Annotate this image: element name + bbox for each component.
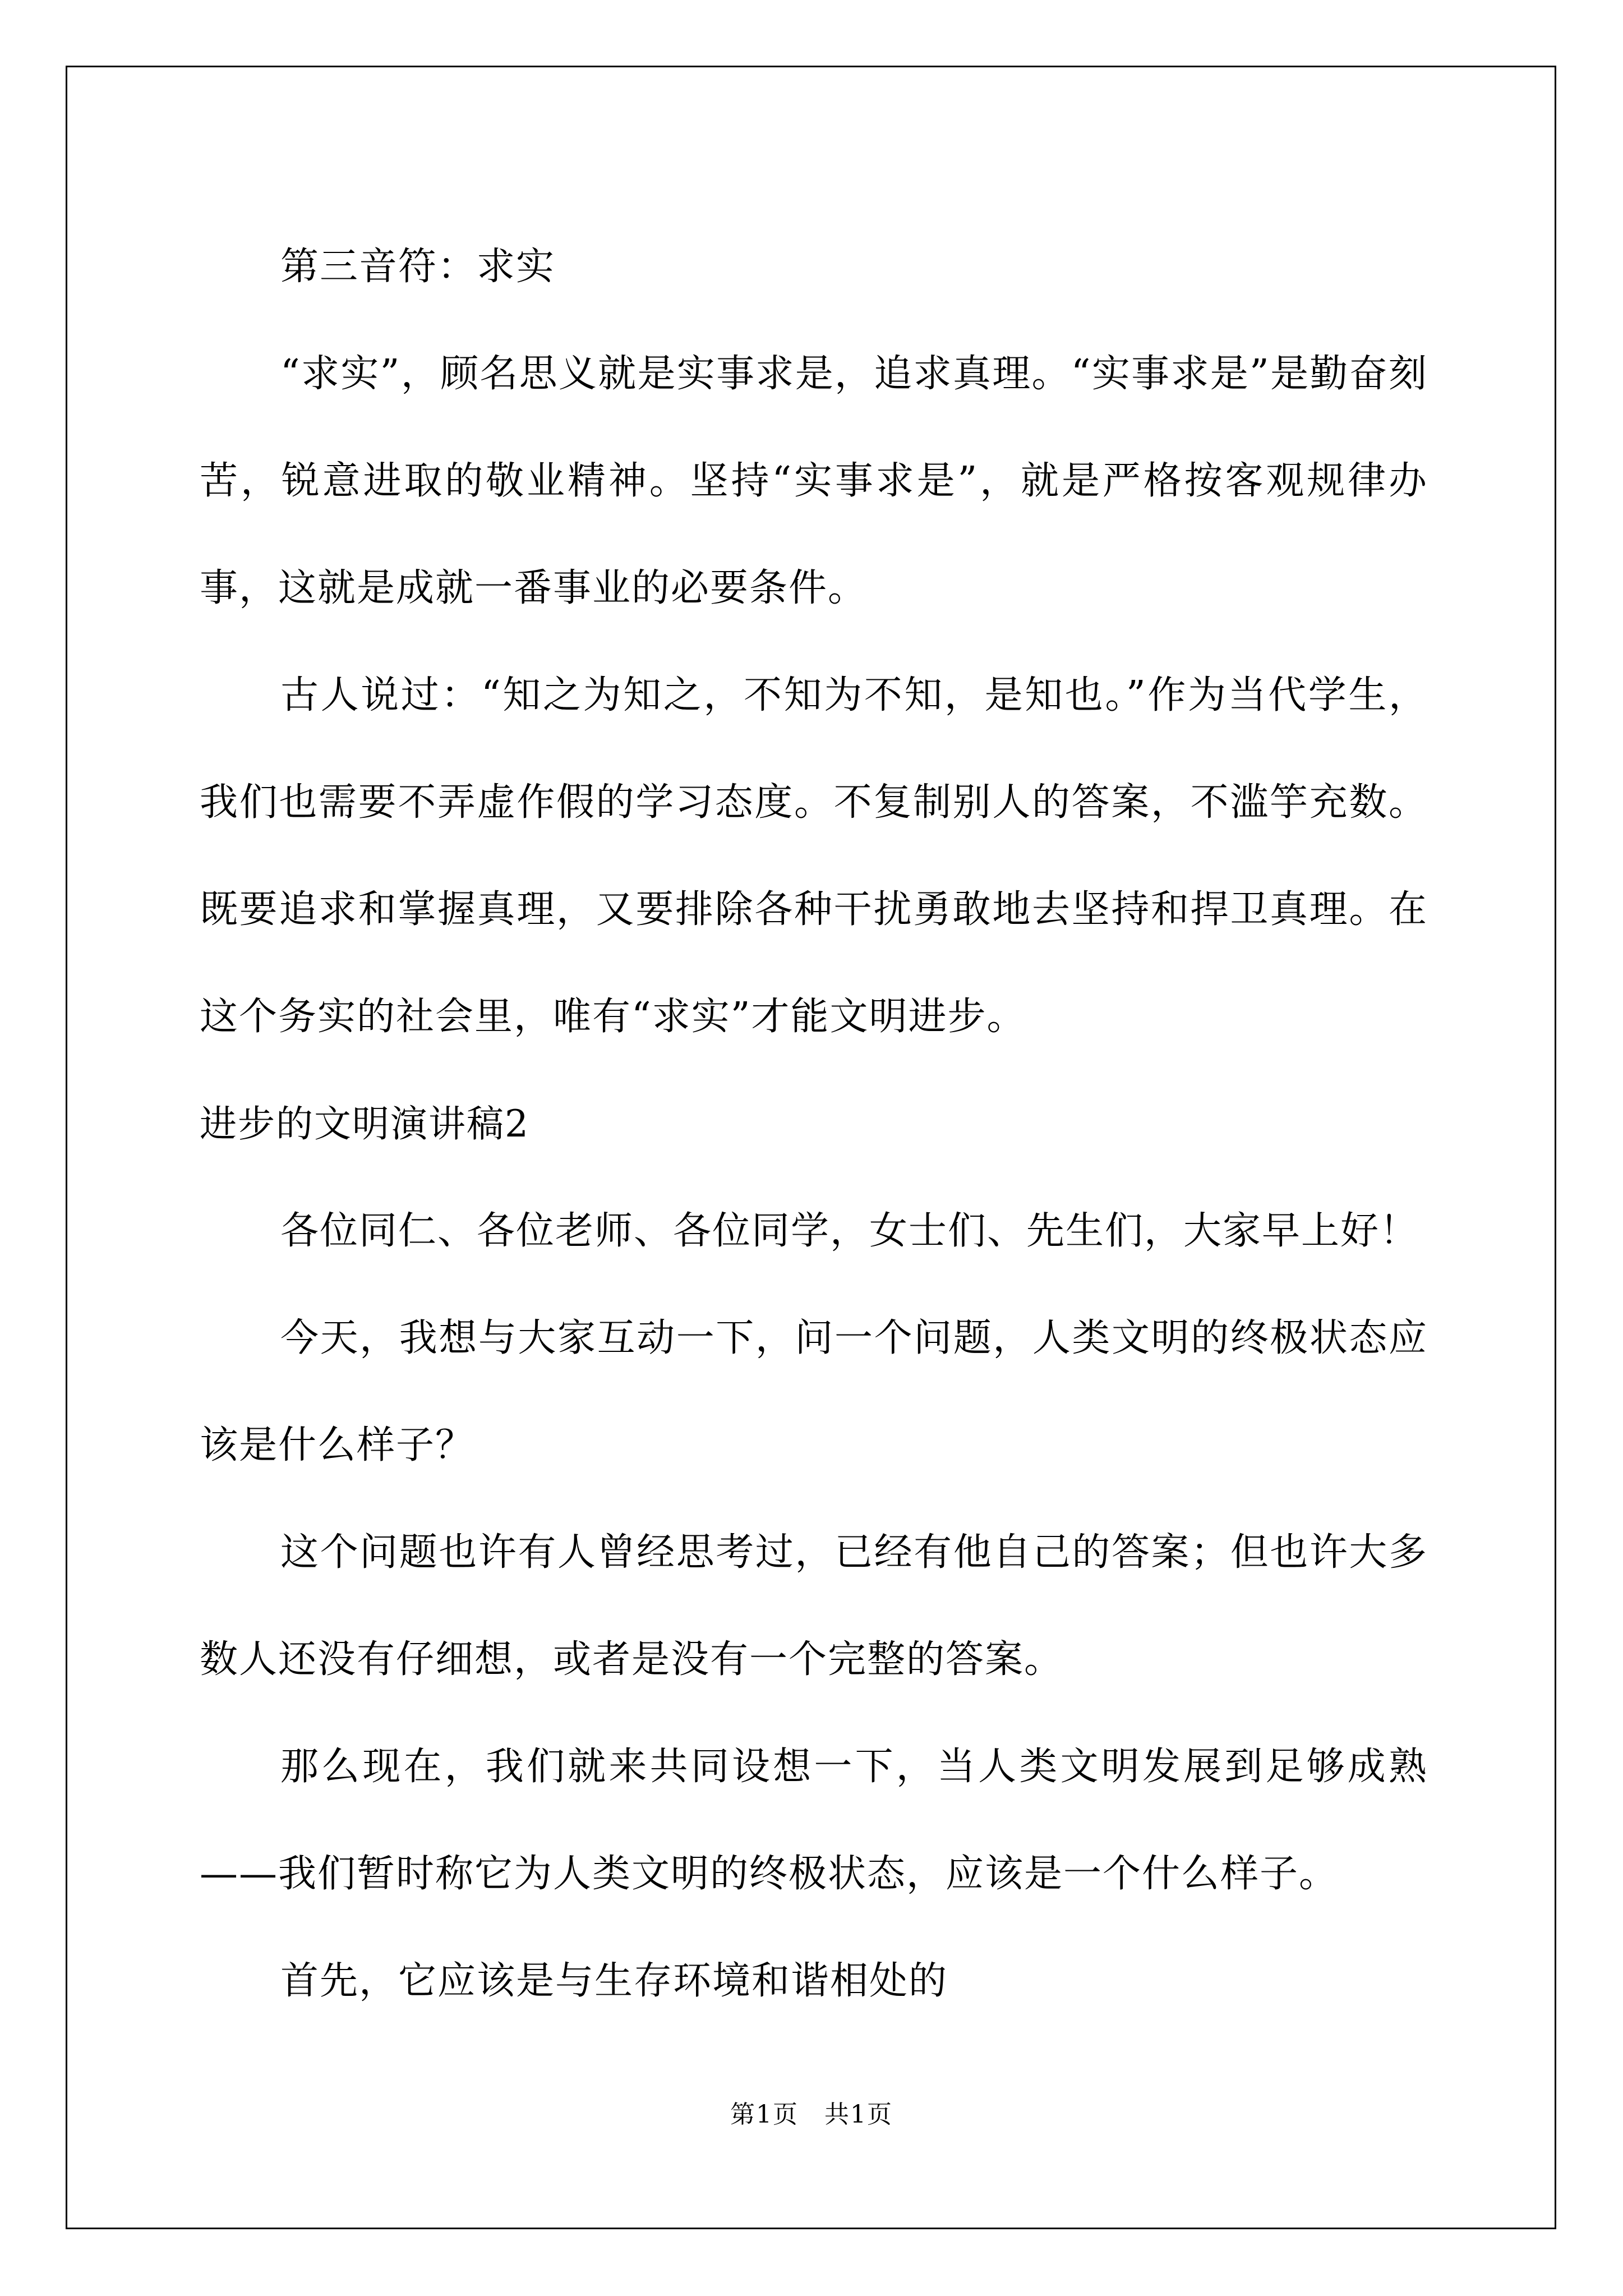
paragraph-ancient-saying: 古人说过：“知之为知之，不知为不知，是知也。”作为当代学生，我们也需要不弄虚作假的学习态度。不复制别人的答案，不滥竽充数。既要追求和掌握真理，又要排除各种干扰勇敢地去坚持和捍卫真理。在这个务实的社会里，唯有“求实”才能文明进步。 (200, 673, 1428, 1039)
page-footer: 第1页 共1页 (730, 2100, 893, 2129)
paragraph-first-point: 首先，它应该是与生存环境和谐相处的 (280, 1959, 948, 2003)
paragraph-greeting: 各位同仁、各位老师、各位同学，女士们、先生们，大家早上好！ (280, 1209, 1419, 1253)
document-body (200, 213, 1428, 2035)
paragraph-imagine: 那么现在，我们就来共同设想一下，当人类文明发展到足够成熟——我们暂时称它为人类文明的终极状态，应该是一个什么样子。 (200, 1745, 1428, 1896)
speech-2-title: 进步的文明演讲稿2 (200, 1102, 529, 1145)
paragraph-qiushi-meaning: “求实”，顾名思义就是实事求是，追求真理。“实事求是”是勤奋刻苦，锐意进取的敬业精神。坚持“实事求是”，就是严格按客观规律办事，这就是成就一番事业的必要条件。 (200, 352, 1428, 610)
paragraph-answer-thoughts: 这个问题也许有人曾经思考过，已经有他自己的答案；但也许大多数人还没有仔细想，或者是没有一个完整的答案。 (200, 1530, 1428, 1682)
section-title-third-note: 第三音符：求实 (280, 245, 556, 289)
paragraph-question: 今天，我想与大家互动一下，问一个问题，人类文明的终极状态应该是什么样子？ (200, 1316, 1428, 1467)
